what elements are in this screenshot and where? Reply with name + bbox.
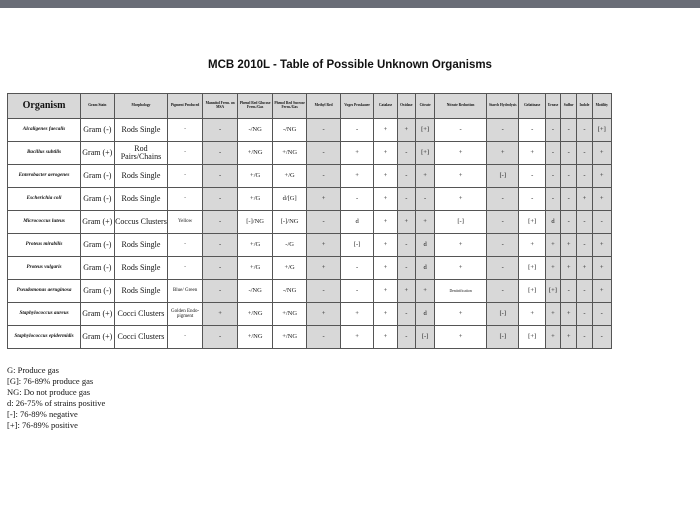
table-cell: - (435, 119, 487, 142)
table-cell: + (435, 142, 487, 165)
table-cell: [-] (435, 211, 487, 234)
table-cell: - (487, 234, 519, 257)
table-cell: + (415, 165, 434, 188)
table-cell: - (202, 211, 238, 234)
table-cell: + (561, 303, 577, 326)
table-row (8, 211, 612, 234)
table-cell: Cocci Clusters (114, 303, 168, 326)
table-cell: - (561, 211, 577, 234)
table-cell: + (374, 119, 397, 142)
table-cell: -/NG (238, 280, 273, 303)
column-header: Catalase (374, 94, 397, 119)
organism-name: Proteus vulgaris (8, 257, 81, 280)
table-cell: - (397, 188, 415, 211)
table-cell: - (577, 211, 592, 234)
table-cell: [+] (519, 211, 545, 234)
table-cell: - (545, 142, 560, 165)
table-cell: [-] (487, 326, 519, 349)
table-cell: + (561, 257, 577, 280)
table-cell: - (487, 257, 519, 280)
table-cell: +/NG (238, 326, 273, 349)
column-header: Morphology (114, 94, 168, 119)
table-cell: - (168, 165, 203, 188)
table-row (8, 119, 612, 142)
table-cell: + (592, 188, 611, 211)
legend-item: [+]: 76-89% positive (7, 420, 78, 430)
table-cell: Blue/ Green (168, 280, 203, 303)
table-cell: Gram (+) (81, 303, 114, 326)
column-header: Methyl Red (307, 94, 340, 119)
table-cell: + (307, 234, 340, 257)
column-header: Gelatinase (519, 94, 545, 119)
table-cell: + (577, 188, 592, 211)
table-cell: d (340, 211, 373, 234)
table-cell: - (519, 119, 545, 142)
table-cell: Denitrification (435, 280, 487, 303)
table-cell: d (415, 234, 434, 257)
table-cell: - (307, 165, 340, 188)
organism-name: Escherichia coli (8, 188, 81, 211)
table-cell: - (168, 326, 203, 349)
table-cell: + (435, 326, 487, 349)
table-cell: + (577, 257, 592, 280)
table-cell: + (307, 257, 340, 280)
table-row (8, 326, 612, 349)
table-cell: - (397, 303, 415, 326)
table-cell: + (592, 257, 611, 280)
table-cell: - (577, 165, 592, 188)
column-header: Urease (545, 94, 560, 119)
table-cell: + (202, 303, 238, 326)
table-cell: - (202, 188, 238, 211)
table-cell: - (519, 188, 545, 211)
table-cell: + (435, 257, 487, 280)
table-cell: - (307, 211, 340, 234)
table-cell: Cocci Clusters (114, 326, 168, 349)
table-cell: +/NG (238, 303, 273, 326)
table-cell: - (487, 211, 519, 234)
table-cell: - (202, 119, 238, 142)
table-cell: - (545, 119, 560, 142)
table-cell: - (397, 165, 415, 188)
table-cell: - (487, 119, 519, 142)
table-cell: - (519, 165, 545, 188)
top-bar (0, 0, 700, 8)
table-cell: - (340, 119, 373, 142)
table-cell: - (168, 142, 203, 165)
table-cell: -/NG (272, 119, 307, 142)
table-cell: + (397, 119, 415, 142)
column-header: Mannitol Ferm. on MSA (202, 94, 238, 119)
table-cell: + (519, 142, 545, 165)
table-cell: - (592, 326, 611, 349)
table-cell: + (561, 326, 577, 349)
legend-item: NG: Do not produce gas (7, 387, 91, 397)
table-cell: - (202, 280, 238, 303)
table-cell: - (487, 280, 519, 303)
table-cell: + (340, 165, 373, 188)
table-cell: + (340, 142, 373, 165)
table-row (8, 280, 612, 303)
table-cell: + (545, 234, 560, 257)
table-cell: - (592, 303, 611, 326)
table-cell: - (577, 119, 592, 142)
table-row (8, 303, 612, 326)
table-cell: - (397, 326, 415, 349)
table-cell: + (592, 165, 611, 188)
table-cell: + (545, 303, 560, 326)
table-cell: - (202, 326, 238, 349)
table-cell: + (374, 234, 397, 257)
table-cell: -/G (272, 234, 307, 257)
table-cell: - (415, 188, 434, 211)
table-cell: -/NG (272, 280, 307, 303)
table-cell: - (340, 188, 373, 211)
table-cell: - (561, 188, 577, 211)
table-cell: + (592, 142, 611, 165)
table-cell: - (397, 257, 415, 280)
table-cell: +/G (238, 165, 273, 188)
table-cell: +/NG (272, 303, 307, 326)
column-header: Phenol Red Glucose Ferm./Gas (238, 94, 273, 119)
legend-item: G: Produce gas (7, 365, 59, 375)
column-header: Motility (592, 94, 611, 119)
column-header: Sulfur (561, 94, 577, 119)
table-cell: + (374, 165, 397, 188)
table-cell: d (545, 211, 560, 234)
table-cell: + (592, 234, 611, 257)
organism-name: Enterobacter aerogenes (8, 165, 81, 188)
table-cell: - (592, 211, 611, 234)
table-cell: - (545, 188, 560, 211)
table-cell: - (577, 303, 592, 326)
table-cell: +/G (238, 188, 273, 211)
table-cell: - (202, 142, 238, 165)
table-cell: + (374, 142, 397, 165)
column-header: Oxidase (397, 94, 415, 119)
table-cell: - (487, 188, 519, 211)
table-cell: + (374, 280, 397, 303)
table-cell: - (561, 165, 577, 188)
table-cell: + (545, 257, 560, 280)
table-cell: - (397, 142, 415, 165)
column-header: Citrate (415, 94, 434, 119)
table-cell: Gram (+) (81, 211, 114, 234)
table-cell: - (168, 119, 203, 142)
column-header: Organism (8, 94, 81, 119)
column-header: Phenol Red Sucrose Ferm./Gas (272, 94, 307, 119)
table-cell: + (397, 280, 415, 303)
table-cell: + (415, 280, 434, 303)
table-cell: -/NG (238, 119, 273, 142)
column-header: Gram Stain (81, 94, 114, 119)
table-cell: + (374, 211, 397, 234)
table-cell: +/G (272, 257, 307, 280)
table-cell: - (397, 234, 415, 257)
table-cell: d/[G] (272, 188, 307, 211)
page-title: MCB 2010L - Table of Possible Unknown Organisms (208, 59, 492, 71)
table-cell: d (415, 257, 434, 280)
table-cell: Gram (-) (81, 119, 114, 142)
table-cell: + (307, 188, 340, 211)
table-cell: + (340, 326, 373, 349)
table-cell: + (340, 303, 373, 326)
table-cell: [+] (519, 326, 545, 349)
column-header: Nitrate Reduction (435, 94, 487, 119)
table-cell: [-] (340, 234, 373, 257)
table-cell: + (592, 280, 611, 303)
table-cell: [+] (519, 280, 545, 303)
organism-name: Alcaligenes faecalis (8, 119, 81, 142)
table-row (8, 257, 612, 280)
organism-name: Staphylococcus epidermidis (8, 326, 81, 349)
table-cell: [+] (519, 257, 545, 280)
table-cell: Gram (-) (81, 257, 114, 280)
table-cell: - (577, 280, 592, 303)
table-cell: [-] (415, 326, 434, 349)
table-cell: Golden Endo-pigment (168, 303, 203, 326)
table-cell: Gram (+) (81, 326, 114, 349)
table-cell: + (397, 211, 415, 234)
table-cell: Coccus Clusters (114, 211, 168, 234)
table-cell: + (519, 303, 545, 326)
table-cell: +/G (238, 257, 273, 280)
table-cell: + (374, 303, 397, 326)
legend (7, 365, 307, 431)
table-cell: Rod Pairs/Chains (114, 142, 168, 165)
table-cell: + (435, 303, 487, 326)
table-cell: - (561, 280, 577, 303)
table-cell: + (374, 188, 397, 211)
table-cell: [+] (592, 119, 611, 142)
table-row (8, 165, 612, 188)
table-cell: - (307, 280, 340, 303)
table-row (8, 234, 612, 257)
table-cell: - (307, 119, 340, 142)
table-cell: +/G (272, 165, 307, 188)
table-cell: - (340, 257, 373, 280)
table-cell: Rods Single (114, 234, 168, 257)
table-cell: [-]/NG (238, 211, 273, 234)
table-cell: - (202, 165, 238, 188)
table-cell: + (435, 234, 487, 257)
table-cell: Rods Single (114, 165, 168, 188)
organism-name: Staphylococcus aureus (8, 303, 81, 326)
table-cell: - (168, 234, 203, 257)
table-cell: Gram (-) (81, 165, 114, 188)
table-cell: [+] (415, 142, 434, 165)
legend-item: [-]: 76-89% negative (7, 409, 78, 419)
table-cell: Rods Single (114, 119, 168, 142)
column-header: Indole (577, 94, 592, 119)
organism-name: Proteus mirabilis (8, 234, 81, 257)
table-cell: + (435, 188, 487, 211)
table-cell: + (435, 165, 487, 188)
table-cell: - (577, 326, 592, 349)
table-cell: + (561, 234, 577, 257)
table-cell: - (202, 257, 238, 280)
table-cell: [+] (545, 280, 560, 303)
table-cell: - (577, 234, 592, 257)
table-cell: + (519, 234, 545, 257)
table-cell: Rods Single (114, 280, 168, 303)
table-cell: +/NG (272, 142, 307, 165)
legend-item: [G]: 76-89% produce gas (7, 376, 94, 386)
table-header-row (8, 94, 612, 119)
table-cell: - (561, 119, 577, 142)
table-row (8, 188, 612, 211)
table-cell: - (561, 142, 577, 165)
table-cell: - (307, 326, 340, 349)
table-cell: [-]/NG (272, 211, 307, 234)
table-cell: + (487, 142, 519, 165)
table-cell: - (168, 188, 203, 211)
table-row (8, 142, 612, 165)
table-cell: - (340, 280, 373, 303)
table-cell: + (307, 303, 340, 326)
table-cell: Rods Single (114, 257, 168, 280)
table-cell: + (415, 211, 434, 234)
organism-name: Pseudomonas aeruginosa (8, 280, 81, 303)
organism-name: Micrococcus luteus (8, 211, 81, 234)
table-cell: - (577, 142, 592, 165)
table-cell: - (307, 142, 340, 165)
organism-table (7, 93, 612, 349)
organism-name: Bacillus subtilis (8, 142, 81, 165)
table-body (8, 119, 612, 349)
table-cell: [-] (487, 303, 519, 326)
column-header: Starch Hydrolysis (487, 94, 519, 119)
table-cell: + (545, 326, 560, 349)
table-cell: +/G (238, 234, 273, 257)
table-cell: +/NG (238, 142, 273, 165)
table-cell: Rods Single (114, 188, 168, 211)
table-cell: d (415, 303, 434, 326)
table-cell: + (374, 326, 397, 349)
table-cell: Gram (-) (81, 234, 114, 257)
table-cell: Gram (-) (81, 280, 114, 303)
column-header: Voges Proskauer (340, 94, 373, 119)
table-cell: - (202, 234, 238, 257)
table-cell: + (374, 257, 397, 280)
table-cell: [-] (487, 165, 519, 188)
legend-item: d: 26-75% of strains positive (7, 398, 106, 408)
column-header: Pigment Produced (168, 94, 203, 119)
table-cell: - (168, 257, 203, 280)
table-cell: [+] (415, 119, 434, 142)
table-cell: Gram (+) (81, 142, 114, 165)
table-cell: +/NG (272, 326, 307, 349)
table-cell: Yellow (168, 211, 203, 234)
table-cell: Gram (-) (81, 188, 114, 211)
table-cell: - (545, 165, 560, 188)
